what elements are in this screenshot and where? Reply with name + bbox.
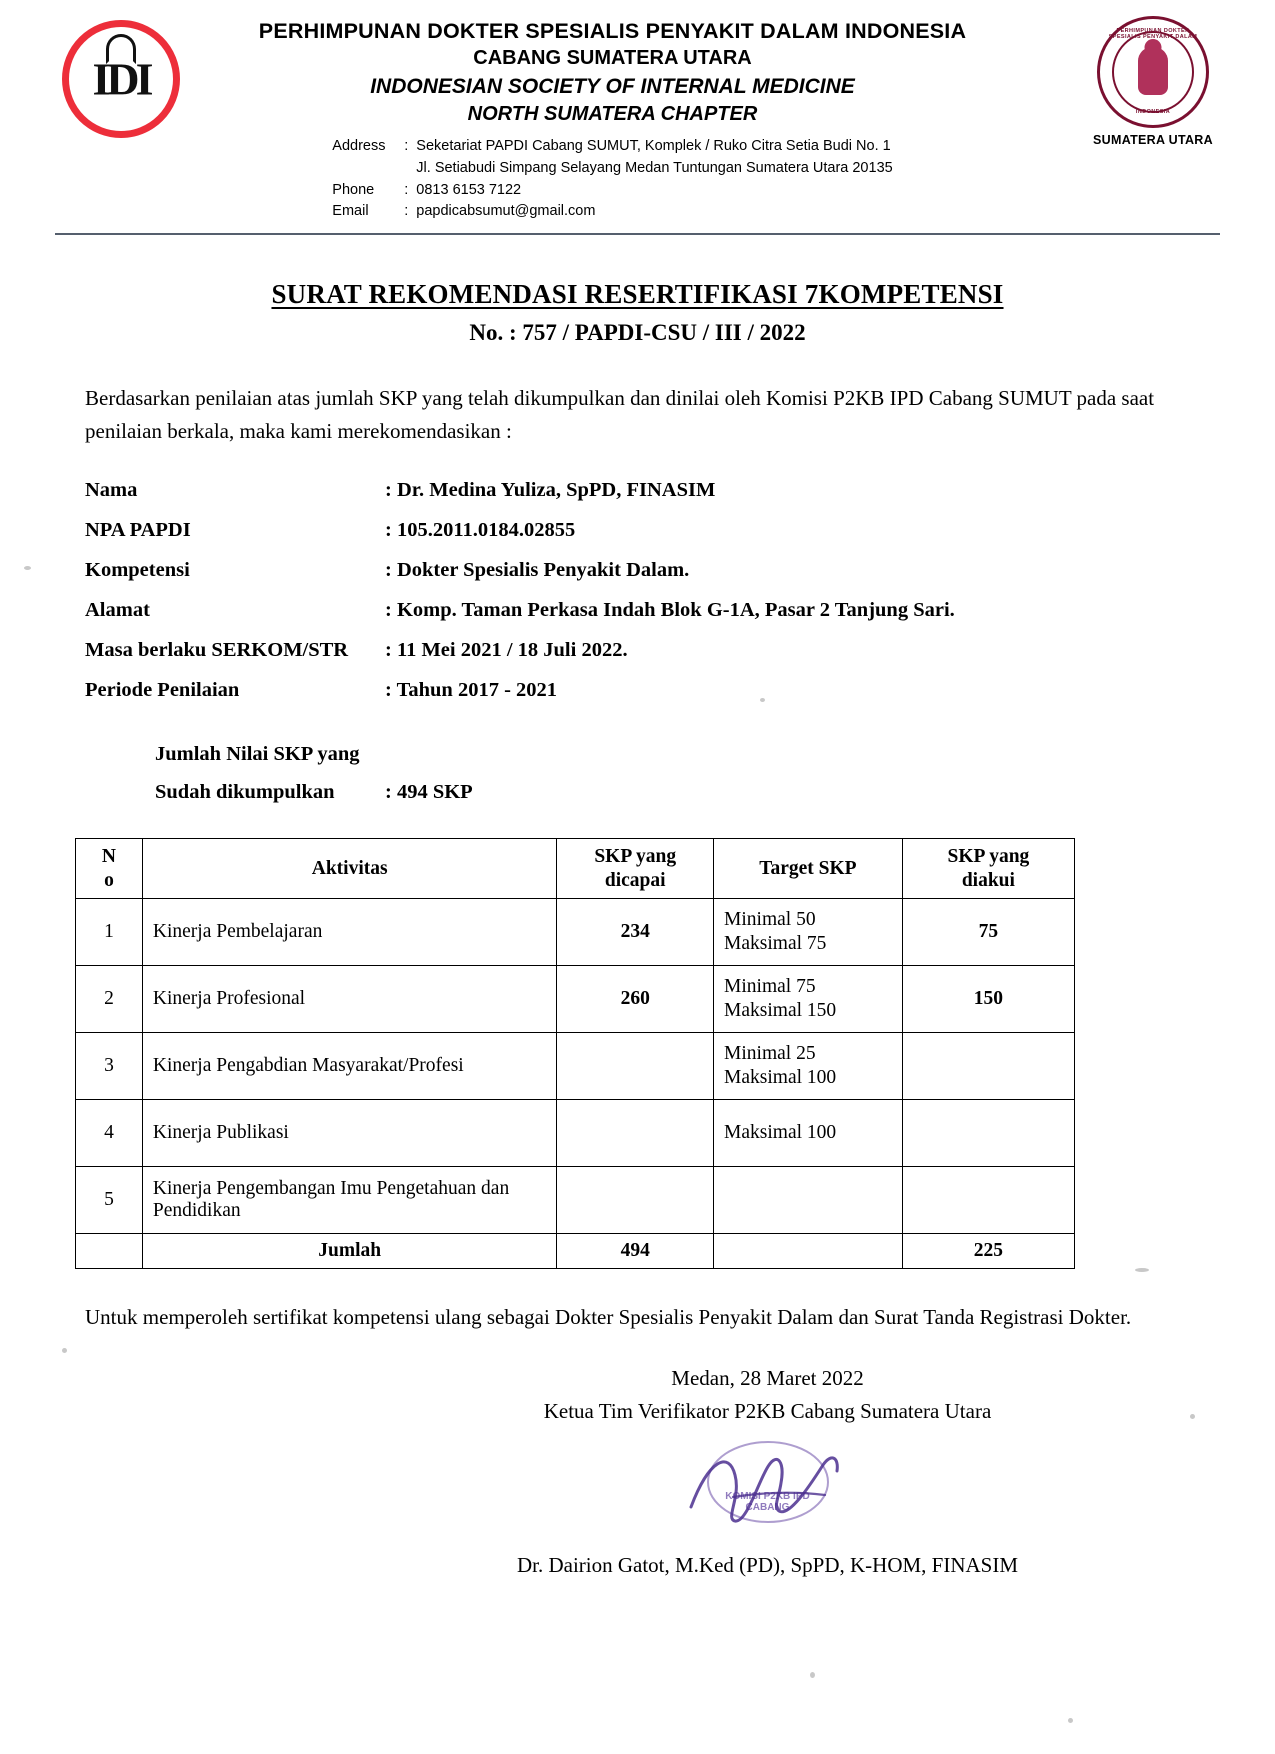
cell-target (714, 1166, 903, 1233)
field-value-kompetensi: : Dokter Spesialis Penyakit Dalam. (385, 559, 690, 582)
address-colon-spacer (404, 158, 416, 180)
field-label-kompetensi: Kompetensi (85, 559, 190, 582)
col-header-no (76, 839, 143, 899)
address-label: Address (332, 138, 386, 155)
cell-dicapai (557, 1099, 714, 1166)
cell-no: 3 (76, 1032, 143, 1099)
cell-aktivitas: Kinerja Pengabdian Masyarakat/Profesi (142, 1032, 557, 1099)
recipient-fields (85, 479, 1275, 702)
contact-block (120, 136, 1105, 223)
field-label-nama: Nama (85, 479, 138, 502)
total-no-cell (76, 1233, 143, 1268)
total-label: Jumlah (142, 1233, 557, 1268)
signer-role: Ketua Tim Verifikator P2KB Cabang Sumatera Utara (543, 1399, 992, 1424)
col-header-dicapai (557, 839, 714, 899)
cell-diakui: 150 (902, 965, 1074, 1032)
field-row-alamat (85, 599, 1275, 622)
handwritten-signature-icon (673, 1435, 863, 1535)
cell-no: 5 (76, 1166, 143, 1233)
contact-address-row (332, 136, 892, 158)
papdi-seal-ring (1097, 16, 1209, 128)
stamp-text-line2: CABANG (745, 1502, 790, 1514)
cell-target-line2: Maksimal 100 (724, 1066, 837, 1088)
col-header-diakui (902, 839, 1074, 899)
scan-speck (1135, 1268, 1149, 1272)
field-row-npa (85, 519, 1275, 542)
seal-text-top: PERHIMPUNAN DOKTER SPESIALIS PENYAKIT DALAM (1108, 28, 1198, 40)
cell-target (714, 1032, 903, 1099)
field-value-masa-berlaku: : 11 Mei 2021 / 18 Juli 2022. (385, 639, 628, 662)
field-row-nama (85, 479, 1275, 502)
field-label-masa-berlaku: Masa berlaku SERKOM/STR (85, 639, 349, 662)
signature-block (0, 1362, 1275, 1578)
field-label-npa: NPA PAPDI (85, 519, 191, 542)
seal-figure-head (1145, 39, 1162, 56)
cell-target (714, 898, 903, 965)
document-number: No. : 757 / PAPDI-CSU / III / 2022 (469, 320, 806, 346)
field-row-periode (85, 679, 1275, 702)
email-label: Email (332, 203, 369, 220)
field-value-nama: : Dr. Medina Yuliza, SpPD, FINASIM (385, 479, 716, 502)
skp-table-head (76, 839, 1075, 899)
org-name-en: INDONESIAN SOCIETY OF INTERNAL MEDICINE (370, 74, 855, 98)
org-heading (60, 18, 1215, 223)
table-total-row (76, 1233, 1075, 1268)
table-row (76, 898, 1075, 965)
total-target (714, 1233, 903, 1268)
cell-no: 4 (76, 1099, 143, 1166)
cell-target-line2: Maksimal 150 (724, 999, 837, 1021)
cell-diakui (902, 1032, 1074, 1099)
cell-diakui (902, 1166, 1074, 1233)
col-header-aktivitas: Aktivitas (142, 839, 557, 899)
cell-diakui (902, 1099, 1074, 1166)
closing-paragraph: Untuk memperoleh sertifikat kompetensi ulang sebagai Dokter Spesialis Penyakit Dalam dan Surat Tanda Registrasi Dokter. (85, 1304, 1132, 1329)
field-row-masa-berlaku (85, 639, 1275, 662)
total-dicapai: 494 (557, 1233, 714, 1268)
field-value-periode: : Tahun 2017 - 2021 (385, 679, 558, 702)
contact-address-row-2 (332, 158, 892, 180)
email-value: papdicabsumut@gmail.com (416, 203, 596, 220)
field-row-kompetensi (85, 559, 1275, 582)
scan-speck (1068, 1718, 1073, 1723)
scan-speck (24, 566, 31, 570)
cell-aktivitas: Kinerja Publikasi (142, 1099, 557, 1166)
cell-dicapai (557, 1032, 714, 1099)
col-header-dicapai-line2: dicapai (604, 869, 666, 891)
col-header-target: Target SKP (714, 839, 903, 899)
signer-name: Dr. Dairion Gatot, M.Ked (PD), SpPD, K-HOM, FINASIM (516, 1552, 1019, 1577)
seal-text-bottom: INDONESIA (1135, 109, 1171, 115)
cell-target-line1: Maksimal 100 (724, 1121, 837, 1143)
idi-logo-icon (62, 20, 180, 138)
header-divider (55, 233, 1220, 235)
table-row (76, 1032, 1075, 1099)
cell-target (714, 965, 903, 1032)
place-date: Medan, 28 Maret 2022 (671, 1365, 864, 1390)
skp-summary-value: : 494 SKP (385, 781, 473, 804)
stamp-text-line1: KOMISI P2KB IPD (725, 1490, 810, 1502)
cell-target-line1: Minimal 50 (724, 908, 816, 930)
org-chapter-id: CABANG SUMATERA UTARA (473, 46, 752, 69)
contact-phone-row (332, 180, 892, 202)
scan-speck (62, 1348, 67, 1353)
cell-no: 1 (76, 898, 143, 965)
seal-figure-body (1138, 47, 1168, 95)
title-block (0, 279, 1275, 346)
cell-dicapai: 234 (557, 898, 714, 965)
papdi-seal-icon (1089, 16, 1217, 147)
cell-target-line1: Minimal 75 (724, 975, 816, 997)
col-header-dicapai-line1: SKP yang (594, 846, 677, 868)
address-line-2: Jl. Setiabudi Simpang Selayang Medan Tuntungan Sumatera Utara 20135 (416, 159, 893, 176)
field-label-periode: Periode Penilaian (85, 679, 240, 702)
skp-summary-line2 (155, 774, 1275, 812)
table-row (76, 965, 1075, 1032)
table-header-row (76, 839, 1075, 899)
skp-table-body (76, 898, 1075, 1268)
cell-aktivitas: Kinerja Profesional (142, 965, 557, 1032)
phone-value: 0813 6153 7122 (416, 181, 522, 198)
intro-paragraph: Berdasarkan penilaian atas jumlah SKP yang telah dikumpulkan dan dinilai oleh Komisi P2KB IPD Cabang SUMUT pada saat penilaian berkala, maka kami merekomendasikan : (85, 386, 1155, 443)
letterhead (0, 0, 1275, 223)
skp-summary-title: Jumlah Nilai SKP yang (155, 743, 360, 766)
field-value-npa: : 105.2011.0184.02855 (385, 519, 576, 542)
cell-aktivitas: Kinerja Pembelajaran (142, 898, 557, 965)
phone-colon: : (404, 181, 409, 198)
skp-summary (155, 736, 1275, 812)
cell-aktivitas: Kinerja Pengembangan Imu Pengetahuan dan Pendidikan (142, 1166, 557, 1233)
field-label-alamat: Alamat (85, 599, 150, 622)
scan-speck (1190, 1414, 1195, 1419)
skp-summary-line1 (155, 736, 1275, 774)
cell-dicapai (557, 1166, 714, 1233)
cell-target-line2: Maksimal 75 (724, 932, 827, 954)
org-chapter-en: NORTH SUMATERA CHAPTER (467, 103, 758, 126)
col-header-diakui-line2: diakui (961, 869, 1015, 891)
cell-dicapai: 260 (557, 965, 714, 1032)
table-row (76, 1099, 1075, 1166)
col-header-no-line1: N (101, 846, 116, 868)
col-header-diakui-line1: SKP yang (947, 846, 1030, 868)
scan-speck (760, 698, 765, 702)
total-diakui: 225 (902, 1233, 1074, 1268)
contact-email-row (332, 201, 892, 223)
idi-logo-text: IDI (92, 53, 150, 105)
address-colon: : (404, 138, 409, 155)
skp-table (75, 838, 1075, 1269)
address-line-1: Seketariat PAPDI Cabang SUMUT, Komplek / Ruko Citra Setia Budi No. 1 (416, 138, 891, 155)
scan-speck (810, 1672, 815, 1678)
cell-target (714, 1099, 903, 1166)
skp-summary-label: Sudah dikumpulkan (155, 781, 335, 804)
cell-target-line1: Minimal 25 (724, 1042, 816, 1064)
cell-no: 2 (76, 965, 143, 1032)
seal-caption: SUMATERA UTARA (1093, 133, 1213, 147)
col-header-no-line2: o (104, 869, 114, 891)
address-label-spacer (332, 158, 404, 180)
phone-label: Phone (332, 181, 375, 198)
org-name-id: PERHIMPUNAN DOKTER SPESIALIS PENYAKIT DALAM INDONESIA (258, 19, 967, 43)
page-title: SURAT REKOMENDASI RESERTIFIKASI 7KOMPETENSI (271, 279, 1004, 310)
field-value-alamat: : Komp. Taman Perkasa Indah Blok G-1A, Pasar 2 Tanjung Sari. (385, 599, 955, 622)
cell-diakui: 75 (902, 898, 1074, 965)
table-row (76, 1166, 1075, 1233)
signature-area (260, 1429, 1275, 1549)
email-colon: : (404, 203, 409, 220)
